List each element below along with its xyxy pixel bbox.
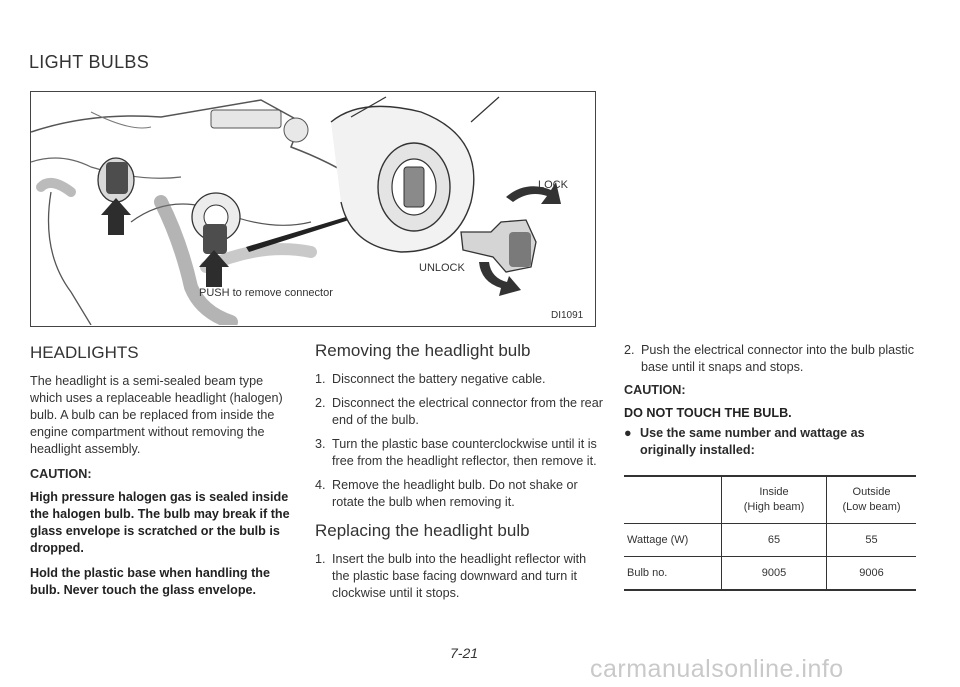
table-header-empty <box>624 476 722 524</box>
headlights-heading: HEADLIGHTS <box>30 343 139 362</box>
headlights-caution-1: High pressure halogen gas is sealed inside the halogen bulb. The bulb may break if the glass envelope is scratched or the bulb is dropped. <box>30 490 290 555</box>
replacing-steps-continued <box>624 342 924 376</box>
section-title: LIGHT BULBS <box>29 52 150 72</box>
push-to-remove-connector-label: PUSH to remove connector <box>199 287 333 299</box>
table-row <box>624 557 916 591</box>
headlights-caution-2: Hold the plastic base when handling the bulb. Never touch the glass envelope. <box>30 566 271 597</box>
removing-column <box>315 341 605 609</box>
bullet-dot-icon: ● <box>624 426 632 440</box>
removing-step: 4. Remove the headlight bulb. Do not shake or rotate the bulb when removing it. <box>315 478 578 509</box>
replacing-caution-text: DO NOT TOUCH THE BULB. <box>624 406 792 420</box>
table-row <box>624 524 916 557</box>
table-header-outside: Outside (Low beam) <box>827 476 917 524</box>
headlights-caution-label: CAUTION: <box>30 467 92 481</box>
table-header-row <box>624 476 916 524</box>
unlock-label: UNLOCK <box>419 262 465 274</box>
watermark: carmanualsonline.info <box>590 655 844 683</box>
figure-code-label: DI1091 <box>551 310 584 321</box>
headlights-column <box>30 343 296 599</box>
removing-steps <box>315 371 605 511</box>
replacing-step: 2. Push the electrical connector into the bulb plastic base until it snaps and stops. <box>624 343 915 374</box>
lock-label: LOCK <box>538 179 568 191</box>
bullet-item <box>624 425 924 459</box>
bulb-spec-table <box>624 475 916 591</box>
replacing-caution-label: CAUTION: <box>624 383 686 397</box>
table-row-label: Wattage (W) <box>624 524 722 557</box>
removing-step: 3. Turn the plastic base counterclockwise until it is free from the headlight reflector, then remove it. <box>315 437 597 468</box>
replacing-steps <box>315 551 605 602</box>
table-cell-outside: 9006 <box>827 557 917 591</box>
replacing-heading: Replacing the headlight bulb <box>315 521 530 540</box>
headlight-bulb-figure <box>30 91 596 327</box>
removing-heading: Removing the headlight bulb <box>315 341 531 360</box>
bullet-text: Use the same number and wattage as originally installed: <box>640 426 865 457</box>
table-cell-inside: 65 <box>722 524 827 557</box>
page-number: 7-21 <box>450 645 479 661</box>
replacing-continued-column <box>624 342 924 591</box>
table-header-inside: Inside (High beam) <box>722 476 827 524</box>
removing-step: 1. Disconnect the battery negative cable. <box>315 372 546 386</box>
table-cell-inside: 9005 <box>722 557 827 591</box>
removing-step: 2. Disconnect the electrical connector from the rear end of the bulb. <box>315 396 603 427</box>
headlights-intro: The headlight is a semi-sealed beam type which uses a replaceable headlight (halogen) bulb. A bulb can be replaced from inside the engine compartment without removing the headlight assembly. <box>30 374 283 456</box>
table-row-label: Bulb no. <box>624 557 722 591</box>
replacing-step: 1. Insert the bulb into the headlight reflector with the plastic base facing downward and turn it clockwise until it stops. <box>315 552 587 600</box>
table-cell-outside: 55 <box>827 524 917 557</box>
